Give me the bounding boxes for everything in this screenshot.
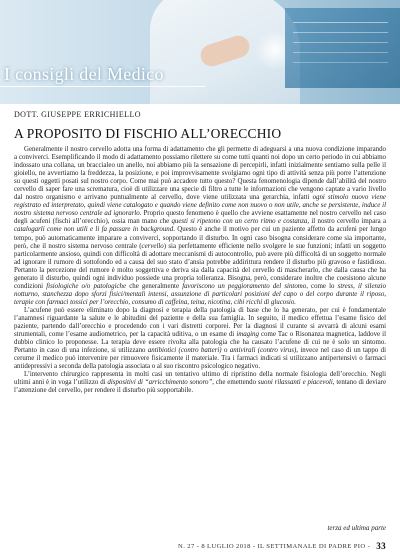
emphasized-text: suoni rilassanti e piacevoli <box>257 379 333 387</box>
article-title: A PROPOSITO DI FISCHIO ALL’ORECCHIO <box>14 126 282 141</box>
footer-separator: - <box>367 542 371 550</box>
page-number: 33 <box>376 541 386 551</box>
article-paragraph <box>14 146 386 307</box>
emphasized-text: favoriscono un peggioramento del sintomo <box>182 282 307 290</box>
body-text: , invece nel caso di un tappo di cerume il medico può intervenire per rimuovere fisicamente il materiale. Tra i farmaci indicati si utilizzano antipertensivi o farmaci antidepressivi a seconda della patologia associata o al suo riscontro psicologico negativo. <box>14 347 387 371</box>
body-text: che generalmente <box>126 282 183 290</box>
header-banner <box>0 0 400 104</box>
continuation-note: terza ed ultima parte <box>327 524 386 532</box>
body-text: o <box>221 347 230 355</box>
section-title-underline <box>0 86 205 87</box>
article-paragraph <box>14 307 386 371</box>
emphasized-text: questi si ripetono con un certo ritmo e costanza <box>171 218 308 226</box>
body-text: , che emettendo <box>212 379 258 387</box>
emphasized-text: catalogarli come non utili e li fa passare in background <box>14 226 174 234</box>
footer-publication: IL SETTIMANALE DI PADRE PIO <box>257 542 366 550</box>
footer-separator: - <box>252 542 256 550</box>
section-title: I consigli del Medico <box>4 64 164 84</box>
body-text: Generalmente il nostro cervello adotta una forma di adattamento che gli permette di adeguarsi a una nuova condizione imparando a conviverci. Esemplificando il modo di adattamento possiamo rilettere su come tutti quanti noi dopo un certo periodo in cui abbiamo indossato una collana, un braccialeo un anello, noi abbiamo più la sensazione di percepirli, infatti inizialmente sentiamo sulla pelle il gioiello, ne avvertiamo la freddezza, la posizione, e poi improvvisamente svolgiamo ogni tipo di attività senza più porre l’attenzione su questi oggetti posati sul nostro corpo. Come mai può accadere tutto questo? Questa fenomenologia dipende dall’abilità del nostro cervello di saper fare una scrematura, cioè di utilizzare una specie di filtro a tutte le informazioni che vengono captate a vario livello dal nostro organismo e arrivano puntualmente al cervello, dove viene utilizzata una gerarchia, infatti <box>14 146 386 202</box>
body-text: come Tac o Risonanza magnetica, laddove il dubbio clinico lo proponesse. La terapia deve essere rivolta alla patologia che ha causato l’acufene di cui ne è solo un sintomo. Pertanto in caso di una infezione, si utilizzano <box>14 331 386 355</box>
footer-issue: N. 27 <box>178 542 195 550</box>
article-paragraph <box>14 371 386 395</box>
emphasized-text: fisiologiche o/o patologiche <box>46 282 127 290</box>
emphasized-text: antivirali (contro virus) <box>229 347 297 355</box>
body-text: . Proprio questo fenomeno è quello che avviene esattamente nel nostro cervello nel caso degli acufeni (fischi all’orecchio), ossia man mano che <box>14 210 386 226</box>
emphasized-text: dispositivi di “arricchimento sonoro” <box>107 379 213 387</box>
footer-date: 8 LUGLIO 2018 <box>201 542 251 550</box>
body-text: . Questo è anche il motivo per cui un paziente affetto da acufeni per lungo tempo, può automaticamente imparare a conviverci, sopportando il disturbo. In ogni caso bisogna considerare come sia importante, però, che il nostro sistema nervoso centrale ( <box>14 226 386 250</box>
footer-separator: - <box>196 542 200 550</box>
body-text: , come lo <box>306 282 338 290</box>
author-byline: DOTT. GIUSEPPE ERRICHIELLO <box>14 110 141 119</box>
emphasized-text: imaging <box>236 331 259 339</box>
emphasized-text: stress, il silenzio notturno, stanchezza dopo sforzi fisici/mentali intensi, assunzione di particolari posizioni del capo o del corpo durante il riposo, terapie con farmaci tossici per l’orecchio, consumo di caffeina, teina, nicotina, cibi ricchi di glucosio. <box>14 282 387 306</box>
emphasized-text: cervello <box>141 242 164 250</box>
body-text: , tentano di deviare l’attenzione del cervello, per rendere il disturbo più sopportabile. <box>14 379 386 395</box>
body-text: L’acufene può essere eliminato dopo la diagnosi e terapia della patologia di base che lo ha generato, per cui è fondamentale l’anamnesi riguardante la salute e le abitudini del paziente e della sua famiglia. In seguito, il medico effettua l’esame fisico del paziente, partendo dall’orecchio e procedendo con i vari distretti corporei. Per la diagnosi il curante si avvarrà di alcuni esami strumentali, come l’esame audiometrico, per la capacità uditiva, o un esame di <box>14 306 386 339</box>
body-text: , il nostro cervello impara a <box>307 218 386 226</box>
body-text: L’intervento chirurgico rappresenta in molti casi un tentativo ultimo di ripristino della normale fisiologia dell’orecchio. Negli ultimi anni è in voga l’utilizzo di <box>14 371 386 387</box>
article-body <box>14 146 386 395</box>
virtual-screen-image <box>285 8 400 88</box>
page-footer <box>150 540 386 552</box>
body-text: ) sia perfettamente efficiente nello svolgere le sue funzioni; infatti un soggetto particolarmente ansioso, quindi con difficoltà di adottare meccanismi di autocontrollo, può avere più difficoltà di un soggetto normale ad ignorare il rumore di sottofondo ed a causa del suo stato d’ansia potrebbe addirittura rendere il disturbo più gravoso e fastidioso. Pertanto la percezione del rumore è molto soggettiva e deriva sia dalla capacità del cervello di mascherarlo, che dalla causa che ha generato il disturbo, quindi ogni individuo possiede una propria tolleranza. Bisogna, però, considerare inoltre che coesistono alcune condizioni <box>14 242 386 290</box>
emphasized-text: ogni stimolo nuovo viene registrato ed interpretato, quindi viene catalogato e quando viene definito come non nuovo o non utile, anche se persistente, induce il nostro sistema nervoso centrale ad ignorarlo <box>14 194 386 218</box>
emphasized-text: antibiotici (contro batteri) <box>147 347 222 355</box>
